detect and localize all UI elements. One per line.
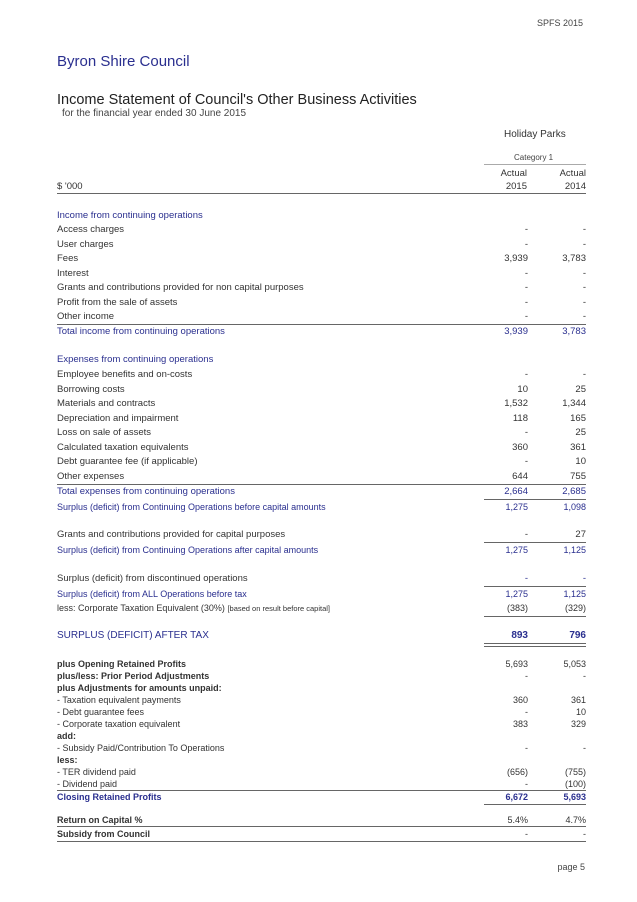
value-2015: 1,275	[505, 545, 528, 555]
table-row	[57, 470, 586, 484]
table-row	[57, 455, 586, 469]
value-2015: (383)	[506, 603, 528, 613]
row-label: Employee benefits and on-costs	[57, 369, 193, 380]
income-heading	[57, 209, 586, 223]
col1-header-top: Actual	[500, 168, 527, 179]
value-2015: 10	[517, 384, 528, 395]
value-2014: 2,685	[562, 486, 586, 497]
surplus-after-capital-row	[57, 543, 586, 557]
return-capital-row	[57, 813, 586, 827]
row-label: Loss on sale of assets	[57, 427, 151, 438]
row-label: Surplus (deficit) from discontinued operations	[57, 573, 248, 584]
value-2015: -	[525, 707, 528, 717]
row-divider	[57, 841, 586, 842]
value-2014: 1,098	[563, 502, 586, 512]
value-2014: -	[582, 311, 586, 322]
value-2014: -	[582, 268, 586, 279]
table-row	[57, 267, 586, 281]
value-2015: -	[524, 268, 528, 279]
row-label: Closing Retained Profits	[57, 792, 162, 802]
value-2015: -	[524, 282, 528, 293]
value-2015: (656)	[506, 767, 528, 777]
row-label: Depreciation and impairment	[57, 413, 179, 424]
council-name: Byron Shire Council	[57, 53, 190, 70]
table-row	[57, 426, 586, 440]
value-2015: 118	[512, 413, 528, 424]
row-label: Borrowing costs	[57, 384, 125, 395]
value-2014: 165	[570, 413, 586, 424]
value-2014: 25	[575, 384, 586, 395]
row-label: - Taxation equivalent payments	[57, 695, 181, 705]
value-2015: 3,939	[504, 326, 528, 337]
expenses-heading	[57, 353, 586, 367]
value-2015: 383	[512, 719, 528, 729]
row-label: less: Corporate Taxation Equivalent (30%)	[57, 603, 225, 613]
expenses-total-row	[57, 485, 586, 499]
value-2015: 1,275	[505, 589, 528, 599]
table-row	[57, 310, 586, 324]
row-label: Interest	[57, 268, 89, 279]
segment-name: Holiday Parks	[504, 129, 566, 140]
table-row	[57, 223, 586, 237]
value-2015: 1,532	[504, 398, 528, 409]
row-label: Other expenses	[57, 471, 125, 482]
row-label: Materials and contracts	[57, 398, 156, 409]
value-2015: 644	[512, 471, 528, 482]
page-title: Income Statement of Council's Other Business Activities	[57, 92, 417, 108]
row-label: Subsidy from Council	[57, 829, 151, 839]
value-2015: 893	[511, 630, 528, 641]
value-2014: 10	[575, 707, 586, 717]
value-2014: 1,344	[562, 398, 586, 409]
value-2014: 5,053	[563, 659, 586, 669]
value-2015: -	[525, 743, 528, 753]
col1-header-year: 2015	[505, 181, 527, 192]
row-label: Return on Capital %	[57, 815, 143, 825]
page-number: page 5	[557, 862, 585, 872]
value-2015: -	[525, 671, 528, 681]
value-2014: 329	[570, 719, 586, 729]
table-row	[57, 412, 586, 426]
value-2014: 10	[575, 456, 586, 467]
row-label: less:	[57, 755, 78, 765]
grants-capital-row	[57, 528, 586, 542]
table-row	[57, 383, 586, 397]
row-label: Surplus (deficit) from Continuing Operations before capital amounts	[57, 502, 326, 512]
row-label: Fees	[57, 253, 79, 264]
value-2015: 2,664	[504, 486, 528, 497]
value-2014: -	[582, 239, 586, 250]
value-2015: -	[525, 779, 528, 789]
value-2014: 755	[570, 471, 586, 482]
value-2015: 360	[512, 695, 528, 705]
less-tax-row	[57, 601, 586, 615]
value-2015: -	[525, 829, 528, 839]
row-label: Grants and contributions provided for capital purposes	[57, 529, 286, 540]
value-2015: -	[524, 311, 528, 322]
value-2014: -	[583, 743, 586, 753]
document-code: SPFS 2015	[536, 18, 583, 28]
subsidy-row	[57, 827, 586, 841]
value-2014: -	[582, 369, 586, 380]
table-row	[57, 441, 586, 455]
subtotal-divider	[484, 804, 586, 805]
value-2015: -	[524, 529, 528, 540]
value-2014: 5,693	[563, 792, 586, 802]
category-label: Category 1	[514, 153, 554, 162]
col2-header-year: 2014	[564, 181, 586, 192]
value-2014: -	[583, 671, 586, 681]
surplus-after-tax-row	[57, 629, 586, 643]
value-2015: -	[524, 456, 528, 467]
value-2015: -	[524, 224, 528, 235]
value-2015: 5.4%	[507, 815, 528, 825]
table-row	[57, 238, 586, 252]
page-subtitle: for the financial year ended 30 June 2015	[62, 108, 247, 119]
row-label: Total expenses from continuing operations	[57, 486, 235, 497]
row-label: plus Opening Retained Profits	[57, 659, 187, 669]
value-2014: -	[582, 224, 586, 235]
closing-retained-row	[57, 790, 586, 804]
row-label: - Subsidy Paid/Contribution To Operations	[57, 743, 225, 753]
table-row	[57, 777, 586, 791]
value-2014: 25	[575, 427, 586, 438]
row-label: Access charges	[57, 224, 125, 235]
value-2014: (100)	[564, 779, 586, 789]
row-label: add:	[57, 731, 76, 741]
value-2015: 6,672	[505, 792, 528, 802]
row-label: SURPLUS (DEFICIT) AFTER TAX	[57, 630, 209, 641]
value-2014: (755)	[564, 767, 586, 777]
value-2014: 3,783	[562, 253, 586, 264]
value-2014: -	[582, 282, 586, 293]
value-2014: 4.7%	[565, 815, 586, 825]
value-2014: 3,783	[562, 326, 586, 337]
income-total-row	[57, 325, 586, 339]
value-2015: -	[524, 239, 528, 250]
table-row	[57, 296, 586, 310]
section-label: Income from continuing operations	[57, 210, 203, 221]
col2-header-top: Actual	[559, 168, 586, 179]
category-divider	[484, 164, 586, 165]
surplus-before-capital-row	[57, 500, 586, 514]
surplus-all-row	[57, 587, 586, 601]
value-2015: 3,939	[504, 253, 528, 264]
row-label: Surplus (deficit) from ALL Operations before tax	[57, 589, 247, 599]
header-divider	[57, 193, 586, 194]
discontinued-row	[57, 572, 586, 586]
row-label: Other income	[57, 311, 115, 322]
row-label	[57, 601, 330, 616]
row-label: Total income from continuing operations	[57, 326, 225, 337]
value-2015: -	[524, 369, 528, 380]
value-2014: (329)	[564, 603, 586, 613]
value-2015: 5,693	[505, 659, 528, 669]
row-label: plus Adjustments for amounts unpaid:	[57, 683, 222, 693]
row-label: Grants and contributions provided for non capital purposes	[57, 282, 304, 293]
table-row	[57, 252, 586, 266]
subtotal-divider	[484, 616, 586, 617]
value-2015: 1,275	[505, 502, 528, 512]
double-underline	[484, 643, 586, 647]
row-label: - TER dividend paid	[57, 767, 136, 777]
value-2014: 796	[569, 630, 586, 641]
row-label: [based on result before capital]	[227, 604, 331, 613]
value-2015: -	[524, 427, 528, 438]
row-label: - Dividend paid	[57, 779, 118, 789]
value-2014: 1,125	[563, 589, 586, 599]
row-label: Debt guarantee fee (if applicable)	[57, 456, 198, 467]
value-2015: -	[524, 573, 528, 584]
value-2014: 1,125	[563, 545, 586, 555]
row-label: Profit from the sale of assets	[57, 297, 178, 308]
unit-label: $ '000	[57, 181, 83, 192]
value-2014: -	[582, 297, 586, 308]
section-label: Expenses from continuing operations	[57, 354, 214, 365]
row-label: plus/less: Prior Period Adjustments	[57, 671, 210, 681]
value-2015: -	[524, 297, 528, 308]
value-2014: -	[582, 573, 586, 584]
table-row	[57, 397, 586, 411]
table-row	[57, 281, 586, 295]
row-label: User charges	[57, 239, 114, 250]
row-label: Surplus (deficit) from Continuing Operations after capital amounts	[57, 545, 319, 555]
row-label: Calculated taxation equivalents	[57, 442, 189, 453]
row-label: - Corporate taxation equivalent	[57, 719, 181, 729]
value-2014: 27	[575, 529, 586, 540]
value-2014: -	[583, 829, 586, 839]
value-2015: 360	[512, 442, 528, 453]
table-row	[57, 368, 586, 382]
value-2014: 361	[570, 442, 586, 453]
row-label: - Debt guarantee fees	[57, 707, 145, 717]
value-2014: 361	[570, 695, 586, 705]
